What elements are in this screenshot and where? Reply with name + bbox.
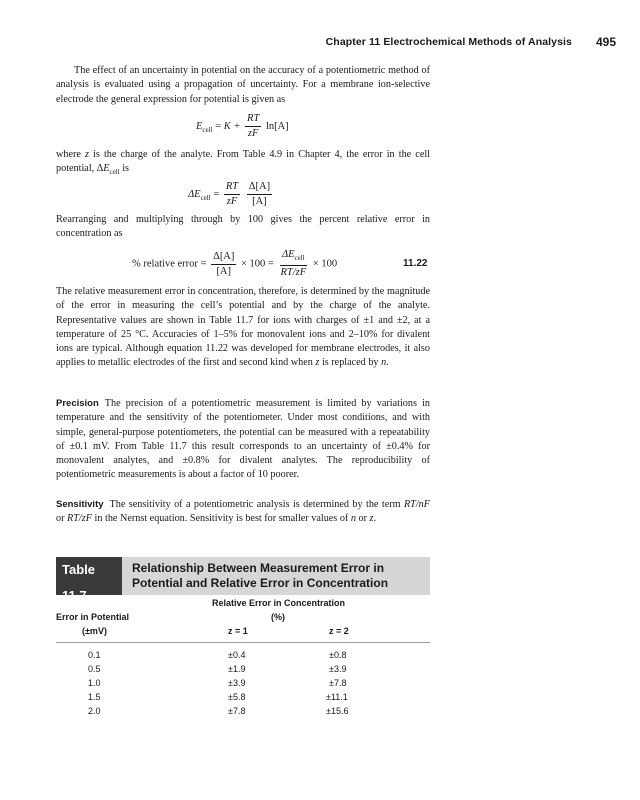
eq2-equals: = bbox=[213, 188, 220, 200]
s-t4: z bbox=[369, 513, 374, 525]
eq3-num2-sub: cell bbox=[294, 254, 305, 263]
sensitivity-heading: Sensitivity bbox=[56, 499, 104, 510]
s-c: in the Nernst equation. Sensitivity is best for smaller values of bbox=[91, 513, 351, 525]
table-header-rule bbox=[56, 642, 430, 643]
eq3-times2: × 100 bbox=[312, 258, 338, 270]
equation-number: 11.22 bbox=[403, 258, 428, 269]
paragraph-text bbox=[56, 148, 430, 180]
eq2-den2: [A] bbox=[252, 196, 267, 207]
eq3-fraction-1 bbox=[211, 251, 236, 278]
p4-end: . bbox=[386, 357, 389, 369]
table-col1-header: Error in Potential bbox=[56, 612, 130, 622]
paragraph-intro bbox=[56, 64, 430, 107]
eq3-num2-text: ΔE bbox=[281, 249, 295, 260]
eq2-lhs-sub: cell bbox=[200, 194, 211, 202]
eq2-lhs: ΔE bbox=[188, 188, 201, 200]
eq2-den1: zF bbox=[226, 196, 238, 207]
p2-sub: cell bbox=[109, 168, 120, 177]
eq1-equals: = bbox=[215, 120, 222, 132]
table-cell: 0.1 bbox=[88, 650, 101, 660]
precision-heading: Precision bbox=[56, 398, 99, 409]
s-t1: RT/nF bbox=[403, 499, 430, 510]
eq3-label: % relative error = bbox=[132, 258, 207, 270]
s-t2: RT/zF bbox=[67, 513, 92, 525]
p2-z: z bbox=[85, 149, 89, 160]
eq3-num1: Δ[A] bbox=[211, 251, 236, 265]
p4-text: The relative measurement error in concentration, therefore, is determined by the magnitude of the error in measuring the cell’s potential and by the charge of the analyte. Representative values are shown in Table 11.7 for ions with charges of ±1 and ±2, at a temperature of 25 °C. Accuracies of 1–5% for monovalent ions and 2–10% for divalent ions are typical. Although equation 11.22 was developed for membrane electrodes, it also applies to metallic electrodes of the first and second kind when bbox=[56, 286, 430, 369]
paragraph-where bbox=[56, 148, 430, 180]
paragraph-rearranging bbox=[56, 213, 430, 242]
table-group-header: Relative Error in Concentration bbox=[212, 598, 346, 608]
equation-relative-error bbox=[132, 249, 337, 279]
eq1-lhs: E bbox=[196, 120, 203, 132]
eq3-num2 bbox=[280, 249, 307, 266]
table-cell: 0.5 bbox=[88, 664, 101, 674]
eq1-k: K + bbox=[223, 120, 241, 132]
equation-nernst bbox=[196, 113, 289, 140]
eq2-fraction-1 bbox=[224, 181, 240, 208]
p2-c: is bbox=[119, 163, 129, 175]
table-cell: 1.0 bbox=[88, 678, 101, 688]
eq2-fraction-2 bbox=[247, 181, 272, 208]
table-cell: ±3.9 bbox=[228, 678, 246, 688]
s-t3: n bbox=[350, 513, 356, 525]
paragraph-text bbox=[56, 397, 430, 483]
table-cell: ±7.8 bbox=[329, 678, 347, 688]
p4-z: z bbox=[315, 357, 320, 369]
paragraph-text: The effect of an uncertainty in potential on the accuracy of a potentiometric method of analysis is evaluated using a propagation of uncertainty. For a membrane ion-selective electrode the general expression for potential is given as bbox=[56, 65, 430, 105]
eq1-den: zF bbox=[247, 128, 259, 139]
table-cell: ±15.6 bbox=[326, 706, 349, 716]
table-cell: 2.0 bbox=[88, 706, 101, 716]
eq1-fraction bbox=[245, 113, 261, 140]
table-cell: ±5.8 bbox=[228, 692, 246, 702]
page-number: 495 bbox=[595, 35, 616, 49]
s-e: . bbox=[373, 513, 377, 525]
p2-e: E bbox=[103, 163, 110, 175]
paragraph-text: Rearranging and multiplying through by 100 gives the percent relative error in concentration as bbox=[56, 214, 430, 240]
p4-b: is replaced by bbox=[319, 357, 382, 369]
equation-error-potential bbox=[188, 181, 274, 208]
precision-text: The precision of a potentiometric measurement is limited by variations in temperature and the sensitivity of the potentiometer. Under most conditions, and with simple, general-purpose potentiometers, the potential can be measured with a repeatability of ±0.1 mV. From Table 11.7 this result corresponds to an uncertainty of ±0.4% for monovalent analytes, and ±0.8% for divalent analytes. The reproducibility of potentiometric measurements is about a factor of 10 poorer. bbox=[56, 398, 430, 481]
eq2-num2: Δ[A] bbox=[247, 181, 272, 195]
s-b: or bbox=[56, 513, 68, 525]
table-col3-header: z = 2 bbox=[329, 626, 349, 636]
table-title-bar bbox=[56, 557, 430, 603]
table-col1-unit: (±mV) bbox=[82, 626, 107, 636]
section-sensitivity bbox=[56, 498, 430, 527]
table-cell: 1.5 bbox=[88, 692, 101, 702]
table-cell: ±0.8 bbox=[329, 650, 347, 660]
eq1-tail: ln[A] bbox=[265, 120, 289, 132]
paragraph-text bbox=[56, 285, 430, 371]
table-cell: ±11.1 bbox=[326, 692, 348, 702]
paragraph-relative-error bbox=[56, 285, 430, 371]
s-d: or bbox=[355, 513, 370, 525]
table-cell: ±7.8 bbox=[228, 706, 246, 716]
eq3-fraction-2 bbox=[278, 249, 308, 279]
p2-a: where bbox=[56, 149, 85, 160]
eq3-times1: × 100 = bbox=[241, 258, 274, 270]
p4-n: n bbox=[381, 357, 387, 369]
table-cell: ±0.4 bbox=[228, 650, 246, 660]
table-label: Table 11.7 bbox=[56, 557, 122, 595]
paragraph-text bbox=[56, 498, 430, 527]
eq3-den2: RT/zF bbox=[280, 267, 307, 279]
eq3-den1: [A] bbox=[216, 265, 232, 277]
p2-b: is the charge of the analyte. From Table 4.9 in Chapter 4, the error in the cell potential, Δ bbox=[56, 149, 431, 175]
page-header bbox=[0, 36, 640, 52]
table-cell: ±1.9 bbox=[228, 664, 246, 674]
table-caption: Relationship Between Measurement Error in Potential and Relative Error in Concentration bbox=[132, 561, 389, 590]
table-cell: ±3.9 bbox=[329, 664, 347, 674]
table-group-unit: (%) bbox=[271, 612, 285, 622]
s-a: The sensitivity of a potentiometric analysis is determined by the term bbox=[109, 499, 404, 510]
eq1-lhs-sub: cell bbox=[202, 126, 213, 134]
eq1-num: RT bbox=[245, 113, 261, 127]
section-precision bbox=[56, 397, 430, 483]
running-head: Chapter 11 Electrochemical Methods of Analysis bbox=[325, 36, 572, 48]
eq2-num1: RT bbox=[224, 181, 240, 195]
table-col2-header: z = 1 bbox=[228, 626, 248, 636]
